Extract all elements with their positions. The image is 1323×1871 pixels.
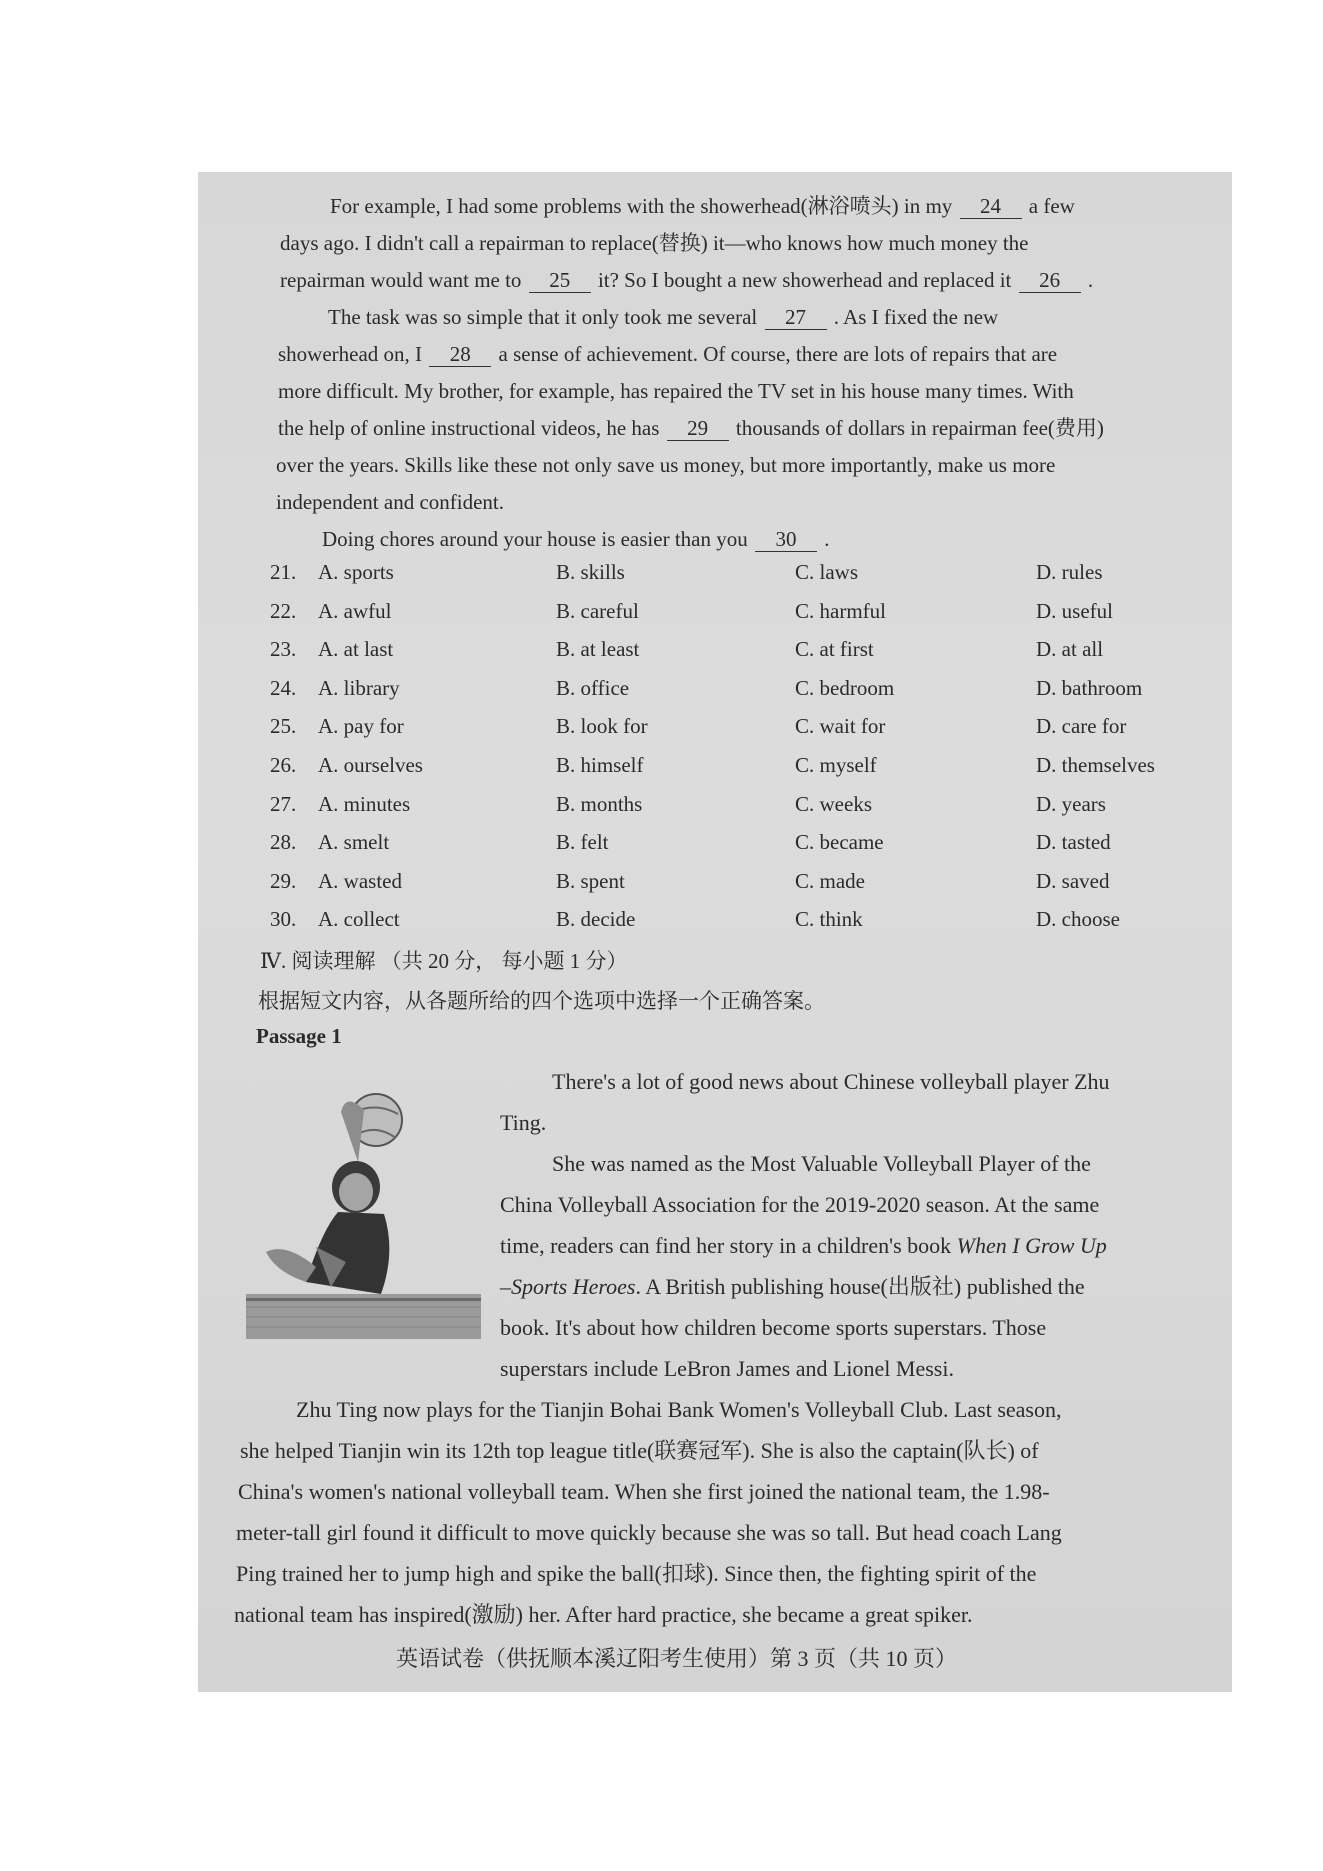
option-d: D. tasted [1036,830,1111,855]
option-a: A. library [318,675,400,700]
option-c: C. harmful [795,598,886,623]
option-b: B. office [556,675,630,700]
question-number: 24. [270,675,297,700]
cloze-line: independent and confident. [276,490,505,514]
option-b: B. skills [556,560,625,584]
option-c: C. made [795,868,865,893]
cloze-line: Doing chores around your house is easier than you 30 . [322,527,830,551]
option-a: A. pay for [318,714,404,739]
blank-27: 27 [765,305,827,330]
question-number: 29. [270,868,297,893]
passage-line: There's a lot of good news about Chinese volleyball player Zhu [552,1069,1110,1094]
blank-30: 30 [755,527,817,552]
book-title: –Sports Heroes [500,1274,636,1299]
cloze-line: For example, I had some problems with the showerhead(淋浴喷头) in my 24 a few [330,194,1075,218]
blank-29: 29 [667,416,729,441]
option-a: A. awful [318,598,392,623]
cloze-line: repairman would want me to 25 it? So I bought a new showerhead and replaced it 26 . [280,268,1094,292]
question-number: 25. [270,714,297,739]
section-title: Ⅳ. 阅读理解 （共 20 分， 每小题 1 分） [260,949,628,973]
option-d: D. saved [1036,868,1110,893]
option-c: C. think [795,907,863,932]
option-c: C. laws [795,560,858,584]
question-number: 21. [270,560,297,584]
passage-label: Passage 1 [256,1024,342,1048]
option-b: B. look for [556,714,648,739]
option-a: A. collect [318,907,400,932]
option-b: B. spent [556,868,625,893]
option-a: A. sports [318,560,394,584]
option-b: B. decide [556,907,636,932]
option-d: D. years [1036,791,1106,816]
blank-26: 26 [1019,268,1081,293]
passage-line: national team has inspired(激励) her. After hard practice, she became a great spiker. [234,1602,973,1627]
option-b: B. at least [556,637,640,662]
passage-line: China Volleyball Association for the 2019-2020 season. At the same [500,1192,1100,1217]
passage-line: she helped Tianjin win its 12th top league title(联赛冠军). She is also the captain(队长) of [240,1438,1039,1463]
option-d: D. care for [1036,714,1127,739]
option-d: D. themselves [1036,753,1155,777]
passage-line: Ping trained her to jump high and spike the ball(扣球). Since then, the fighting spirit of the [236,1561,1037,1586]
cloze-line: days ago. I didn't call a repairman to replace(替换) it—who knows how much money the [280,231,1029,255]
option-a: A. wasted [318,868,402,893]
blank-24: 24 [960,194,1022,219]
passage-line: Ting. [500,1110,547,1135]
blank-25: 25 [529,268,591,293]
passage-line: time, readers can find her story in a children's book When I Grow Up [500,1233,1107,1258]
question-number: 26. [270,753,297,777]
cloze-line: showerhead on, I 28 a sense of achievement. Of course, there are lots of repairs that are [278,342,1058,366]
option-a: A. at last [318,637,394,662]
blank-28: 28 [429,342,491,367]
option-c: C. at first [795,637,874,662]
option-a: A. smelt [318,830,390,855]
cloze-line: the help of online instructional videos, he has 29 thousands of dollars in repairman fee(费用) [278,416,1104,440]
option-d: D. choose [1036,907,1120,932]
passage-line: superstars include LeBron James and Lionel Messi. [500,1356,954,1381]
passage-line: She was named as the Most Valuable Volleyball Player of the [552,1151,1091,1176]
option-b: B. months [556,791,643,816]
question-number: 30. [270,907,297,932]
cloze-line: The task was so simple that it only took me several 27 . As I fixed the new [328,305,999,329]
option-c: C. weeks [795,791,872,816]
passage-line: book. It's about how children become sports superstars. Those [500,1315,1047,1340]
passage-line: –Sports Heroes. A British publishing house(出版社) published the [500,1274,1085,1299]
section-instruction: 根据短文内容，从各题所给的四个选项中选择一个正确答案。 [258,989,825,1013]
option-a: A. minutes [318,791,411,816]
question-number: 27. [270,791,297,816]
option-d: D. rules [1036,560,1103,584]
question-number: 22. [270,598,297,623]
option-d: D. bathroom [1036,675,1143,700]
option-b: B. himself [556,753,644,777]
option-c: C. bedroom [795,675,895,700]
question-number: 28. [270,830,297,855]
option-a: A. ourselves [318,753,423,777]
passage-line: meter-tall girl found it difficult to move quickly because she was so tall. But head coach Lang [236,1520,1062,1545]
option-d: D. useful [1036,598,1113,623]
page-footer: 英语试卷（供抚顺本溪辽阳考生使用）第 3 页（共 10 页） [396,1646,958,1671]
option-c: C. myself [795,753,877,777]
passage-line: Zhu Ting now plays for the Tianjin Bohai Bank Women's Volleyball Club. Last season, [296,1397,1062,1422]
option-d: D. at all [1036,637,1104,662]
option-c: C. wait for [795,714,886,739]
passage-line: China's women's national volleyball team. When she first joined the national team, the 1.98- [238,1479,1050,1504]
option-c: C. became [795,830,884,855]
option-b: B. careful [556,598,639,623]
question-number: 23. [270,637,297,662]
book-title: When I Grow Up [956,1233,1107,1258]
cloze-line: over the years. Skills like these not only save us money, but more importantly, make us more [276,453,1056,477]
cloze-line: more difficult. My brother, for example, has repaired the TV set in his house many times. With [278,379,1074,403]
volleyball-player-photo [246,1072,481,1354]
option-b: B. felt [556,830,609,855]
